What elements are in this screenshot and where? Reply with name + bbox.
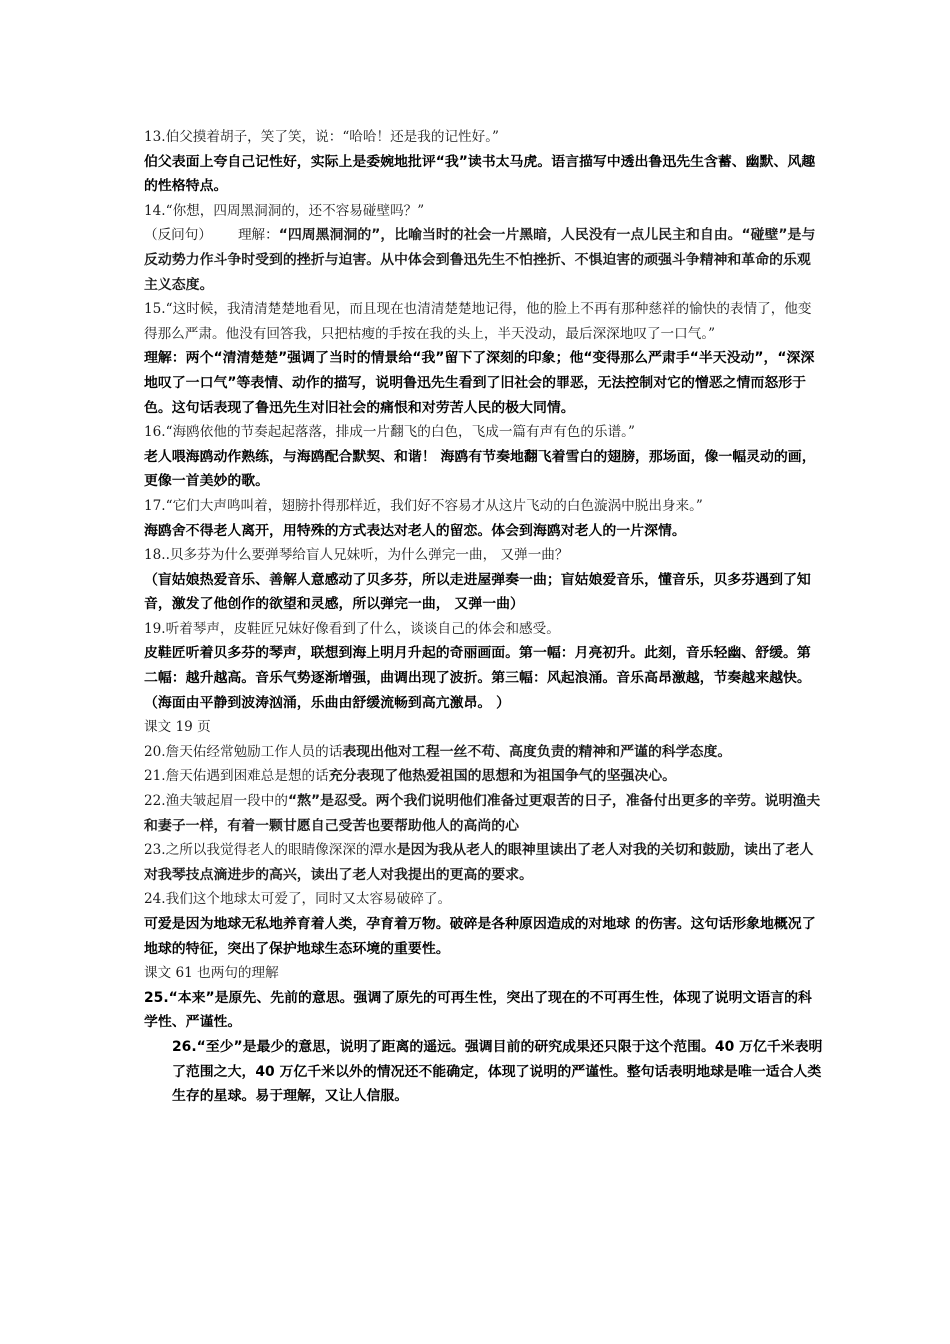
answer-21: 充分表现了他热爱祖国的思想和为祖国争气的坚强决心。: [328, 768, 677, 785]
question-18: 18..贝多芬为什么要弹琴给盲人兄妹听，为什么弹完一曲， 又弹一曲？: [144, 547, 569, 564]
item-20: [144, 740, 824, 765]
question-14: 14.“你想，四周黑洞洞的，还不容易碰壁吗？”: [144, 202, 425, 219]
answer-13: 伯父表面上夸自己记性好，实际上是委婉地批评“我”读书太马虎。语言描写中透出鲁迅先生含蓄、幽默、风趣的性格特点。: [144, 153, 816, 195]
answer-15: 理解：两个“清清楚楚”强调了当时的情景给“我”留下了深刻的印象；他“变得那么严肃手“半天没动”，“深深地叹了一口气”等表情、动作的描写，说明鲁迅先生看到了旧社会的罪恶，无法控制对它的憎恶之情而怒形于色。这句话表现了鲁迅先生对旧社会的痛恨和对劳苦人民的极大同情。: [144, 350, 815, 416]
question-19: 19.听着琴声，皮鞋匠兄妹好像看到了什么，谈谈自己的体会和感受。: [144, 620, 560, 637]
answer-18: （盲姑娘热爱音乐、善解人意感动了贝多芬，所以走进屋弹奏一曲；盲姑娘爱音乐，懂音乐，贝多芬遇到了知音，激发了他创作的欲望和灵感，所以弹完一曲， 又弹一曲）: [144, 571, 811, 613]
question-16: 16.“海鸥依他的节奏起起落落，排成一片翻飞的白色，飞成一篇有声有色的乐谱。”: [144, 424, 635, 441]
item-22: [144, 789, 824, 838]
answer-14: “四周黑洞洞的”，比喻当时的社会一片黑暗，人民没有一点儿民主和自由。“碰壁”是与反动势力作斗争时受到的挫折与迫害。从中体会到鲁迅先生不怕挫折、不惧迫害的顽强斗争精神和革命的乐观主义态度。: [144, 227, 816, 293]
answer-14-label: 理解：: [237, 227, 279, 244]
question-23: 23.之所以我觉得老人的眼睛像深深的潭水: [144, 842, 397, 859]
question-17: 17.“它们大声鸣叫着，翅膀扑得那样近，我们好不容易才从这片飞动的白色漩涡中脱出身来。”: [144, 497, 703, 514]
item-23: [144, 838, 824, 887]
answer-20: 表现出他对工程一丝不苟、高度负责的精神和严谨的科学态度。: [342, 743, 732, 760]
question-14-note: （反问句）: [144, 227, 212, 244]
answer-22: “熬”是忍受。两个我们说明他们准备过更艰苦的日子，准备付出更多的辛劳。说明渔夫和妻子一样，有着一颗甘愿自己受苦也要帮助他人的高尚的心: [144, 793, 821, 834]
section-heading-page-61: 课文 61 也两句的理解: [144, 965, 279, 982]
answer-16: 老人喂海鸥动作熟练，与海鸥配合默契、和谐！ 海鸥有节奏地翻飞着雪白的翅膀，那场面，像一幅灵动的画，更像一首美妙的歌。: [144, 448, 816, 490]
question-13: 13.伯父摸着胡子，笑了笑，说：“哈哈！还是我的记性好。”: [144, 129, 499, 145]
answer-23: 是因为我从老人的眼神里读出了老人对我的关切和鼓励，读出了老人对我琴技点滴进步的高兴，读出了老人对我提出的更高的要求。: [144, 842, 814, 883]
question-20: 20.詹天佑经常勉励工作人员的话: [144, 743, 343, 760]
answer-24: 可爱是因为地球无私地养育着人类，孕育着万物。破碎是各种原因造成的对地球 的伤害。这句话形象地概况了地球的特征，突出了保护地球生态环境的重要性。: [144, 916, 816, 957]
answer-19: 皮鞋匠听着贝多芬的琴声，联想到海上明月升起的奇丽画面。第一幅：月亮初升。此刻，音乐轻幽、舒缓。第二幅：越升越高。音乐气势逐渐增强，曲调出现了波折。第三幅：风起浪涌。音乐高昂激越，节奏越来越快。（海面由平静到波涛汹涌，乐曲由舒缓流畅到高亢激昂。 ）: [144, 645, 811, 711]
item-21: [144, 764, 824, 789]
answer-25: 25.“本来”是原先、先前的意思。强调了原先的可再生性，突出了现在的不可再生性，体现了说明文语言的科学性、严谨性。: [144, 989, 812, 1031]
answer-17: 海鸥舍不得老人离开，用特殊的方式表达对老人的留恋。体会到海鸥对老人的一片深情。: [144, 522, 686, 539]
question-22: 22.渔夫皱起眉一段中的: [144, 793, 288, 810]
question-15: 15.“这时候，我清清楚楚地看见，而且现在也清清楚楚地记得，他的脸上不再有那种慈祥的愉快的表情了，他变得那么严肃。他没有回答我，只把枯瘦的手按在我的头上，半天没动，最后深深地叹了一口气。”: [144, 301, 812, 342]
answer-26: 26.“至少”是最少的意思，说明了距离的遥远。强调目前的研究成果还只限于这个范围。40 万亿千米表明了范围之大，40 万亿千米以外的情况还不能确定，体现了说明的严谨性。整句话表明地球是唯一适合人类生存的星球。易于理解，又让人信服。: [172, 1038, 823, 1105]
document-body: [144, 125, 824, 1109]
answer-14-line: [144, 223, 824, 297]
question-24: 24.我们这个地球太可爱了，同时又太容易破碎了。: [144, 891, 452, 908]
question-21: 21.詹天佑遇到困难总是想的话: [144, 768, 329, 785]
section-heading-page-19: 课文 19 页: [144, 719, 211, 736]
